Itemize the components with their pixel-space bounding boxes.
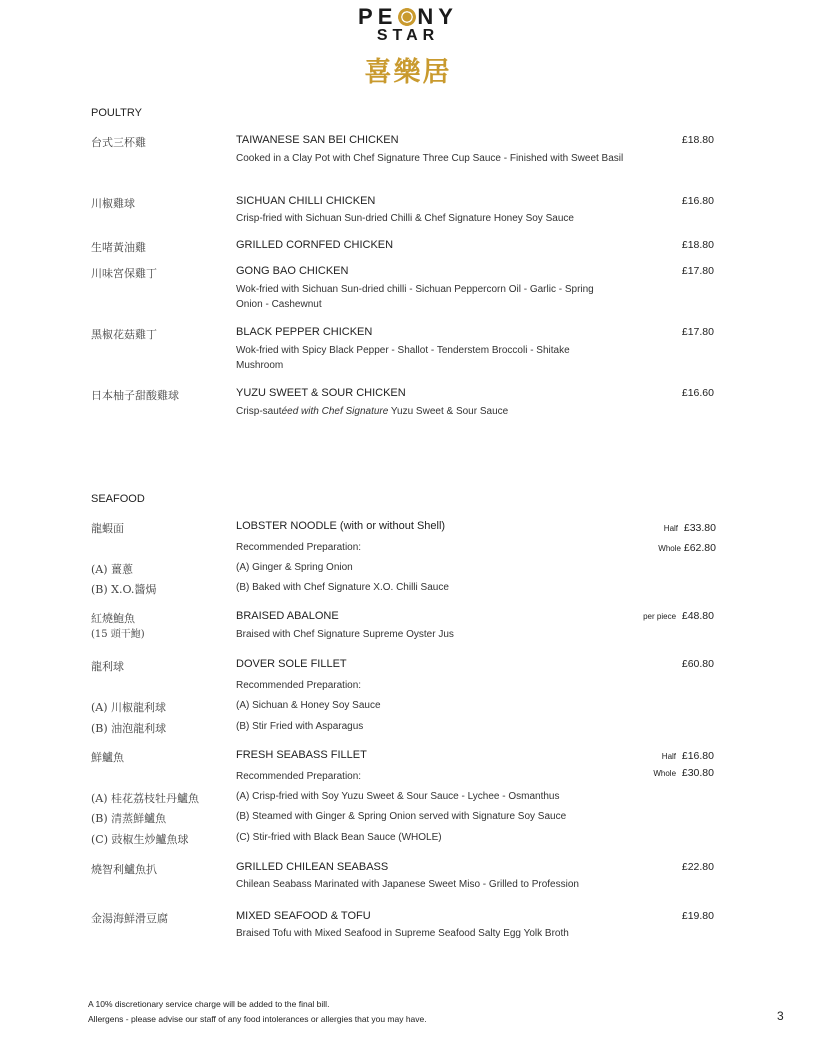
dish-chinese-name: 日本柚子甜酸雞球 xyxy=(91,389,179,402)
dish-price: £17.80 xyxy=(681,326,714,338)
dish-price: £60.80 xyxy=(681,658,714,670)
dish-name: BLACK PEPPER CHICKEN xyxy=(236,326,373,338)
option-chinese: (A) 桂花荔枝牡丹鱸魚 xyxy=(91,792,200,805)
dish-price: per piece £48.80 xyxy=(643,610,714,622)
dish-price-whole: Whole £62.80 xyxy=(658,542,716,554)
dish-chinese-name: 紅燒鮑魚 xyxy=(91,612,135,625)
allergens-note: Allergens - please advise our staff of any food intolerances or allergies that you may have. xyxy=(88,1014,427,1024)
dish-chinese-name: 川椒雞球 xyxy=(91,197,135,210)
dish-chinese-name: 龍蝦面 xyxy=(91,522,124,535)
dish-chinese-name: 燒智利鱸魚扒 xyxy=(91,863,157,876)
dish-name: YUZU SWEET & SOUR CHICKEN xyxy=(236,387,406,399)
option-english: (A) Ginger & Spring Onion xyxy=(236,562,353,573)
dish-chinese-name: 金湯海鮮滑豆腐 xyxy=(91,912,168,925)
dish-price: £16.60 xyxy=(681,387,714,399)
dish-name: LOBSTER NOODLE (with or without Shell) xyxy=(236,520,446,532)
dish-description: Cooked in a Clay Pot with Chef Signature Three Cup Sauce - Finished with Sweet Basil xyxy=(236,153,624,164)
dish-name: GONG BAO CHICKEN xyxy=(236,265,349,277)
option-chinese: (C) 豉椒生炒鱸魚球 xyxy=(91,833,189,846)
dish-price: £17.80 xyxy=(681,265,714,277)
dish-description: Crisp-fried with Sichuan Sun-dried Chilli & Chef Signature Honey Soy Sauce xyxy=(236,213,574,224)
dish-price: £22.80 xyxy=(681,861,714,873)
dish-chinese-name: 台式三杯雞 xyxy=(91,136,146,149)
dish-description: Crisp-sautéed with Chef Signature Yuzu Sweet & Sour Sauce xyxy=(236,406,509,417)
option-english: (A) Crisp-fried with Soy Yuzu Sweet & Sour Sauce - Lychee - Osmanthus xyxy=(236,791,560,802)
option-chinese: (A) 薑蔥 xyxy=(91,563,134,576)
dish-description: Wok-fried with Sichuan Sun-dried chilli - Sichuan Peppercorn Oil - Garlic - Spring Onion - Cashewnut xyxy=(236,284,594,310)
dish-price: £18.80 xyxy=(681,134,714,146)
brand-logo-line2: STAR xyxy=(376,27,440,44)
brand-logo-chinese: 喜樂居 xyxy=(364,57,452,88)
recommended-preparation-label: Recommended Preparation: xyxy=(236,542,362,553)
page-number: 3 xyxy=(777,1009,784,1023)
dish-chinese-subtitle: (15 頭干鮑) xyxy=(91,629,145,640)
recommended-preparation-label: Recommended Preparation: xyxy=(236,771,362,782)
dish-chinese-name: 黑椒花菇雞丁 xyxy=(91,328,157,341)
dish-name: FRESH SEABASS FILLET xyxy=(236,749,367,761)
dish-price: £19.80 xyxy=(681,910,714,922)
option-chinese: (A) 川椒龍利球 xyxy=(91,701,167,714)
dish-chinese-name: 川味宮保雞丁 xyxy=(91,267,157,280)
option-chinese: (B) X.O.醬焗 xyxy=(91,583,157,596)
dish-name: SICHUAN CHILLI CHICKEN xyxy=(236,195,376,207)
dish-price-half: Half £33.80 xyxy=(663,522,716,534)
dish-chinese-name: 鮮鱸魚 xyxy=(91,751,124,764)
dish-description: Braised Tofu with Mixed Seafood in Supreme Seafood Salty Egg Yolk Broth xyxy=(236,928,569,939)
service-charge-note: A 10% discretionary service charge will be added to the final bill. xyxy=(88,999,330,1009)
dish-description: Chilean Seabass Marinated with Japanese Sweet Miso - Grilled to Profession xyxy=(236,879,579,890)
dish-price: £16.80 xyxy=(681,195,714,207)
option-chinese: (B) 油泡龍利球 xyxy=(91,722,167,735)
peony-flower-icon xyxy=(398,8,416,26)
dish-name: GRILLED CORNFED CHICKEN xyxy=(236,239,394,251)
dish-price: £18.80 xyxy=(681,239,714,251)
recommended-preparation-label: Recommended Preparation: xyxy=(236,680,362,691)
dish-chinese-name: 生啫黃油雞 xyxy=(91,241,146,254)
dish-description: Wok-fried with Spicy Black Pepper - Shallot - Tenderstem Broccoli - Shitake Mushroom xyxy=(236,345,570,371)
option-english: (B) Baked with Chef Signature X.O. Chilli Sauce xyxy=(236,582,449,593)
dish-name: BRAISED ABALONE xyxy=(236,610,339,622)
dish-name: DOVER SOLE FILLET xyxy=(236,658,347,670)
section-title-poultry: POULTRY xyxy=(91,107,142,119)
option-english: (B) Stir Fried with Asparagus xyxy=(236,721,364,732)
option-english: (B) Steamed with Ginger & Spring Onion served with Signature Soy Sauce xyxy=(236,811,567,822)
option-chinese: (B) 清蒸鮮鱸魚 xyxy=(91,812,167,825)
section-title-seafood: SEAFOOD xyxy=(91,493,145,505)
brand-logo-line1: PE NY xyxy=(358,4,458,29)
dish-name: MIXED SEAFOOD & TOFU xyxy=(236,910,371,922)
dish-chinese-name: 龍利球 xyxy=(91,660,124,673)
option-english: (A) Sichuan & Honey Soy Sauce xyxy=(236,700,381,711)
option-english: (C) Stir-fried with Black Bean Sauce (WHOLE) xyxy=(236,832,442,843)
dish-price-half: Half £16.80 xyxy=(661,750,714,762)
dish-name: TAIWANESE SAN BEI CHICKEN xyxy=(236,134,399,146)
dish-name: GRILLED CHILEAN SEABASS xyxy=(236,861,389,873)
dish-price-whole: Whole £30.80 xyxy=(653,767,714,779)
dish-description: Braised with Chef Signature Supreme Oyster Jus xyxy=(236,629,454,640)
